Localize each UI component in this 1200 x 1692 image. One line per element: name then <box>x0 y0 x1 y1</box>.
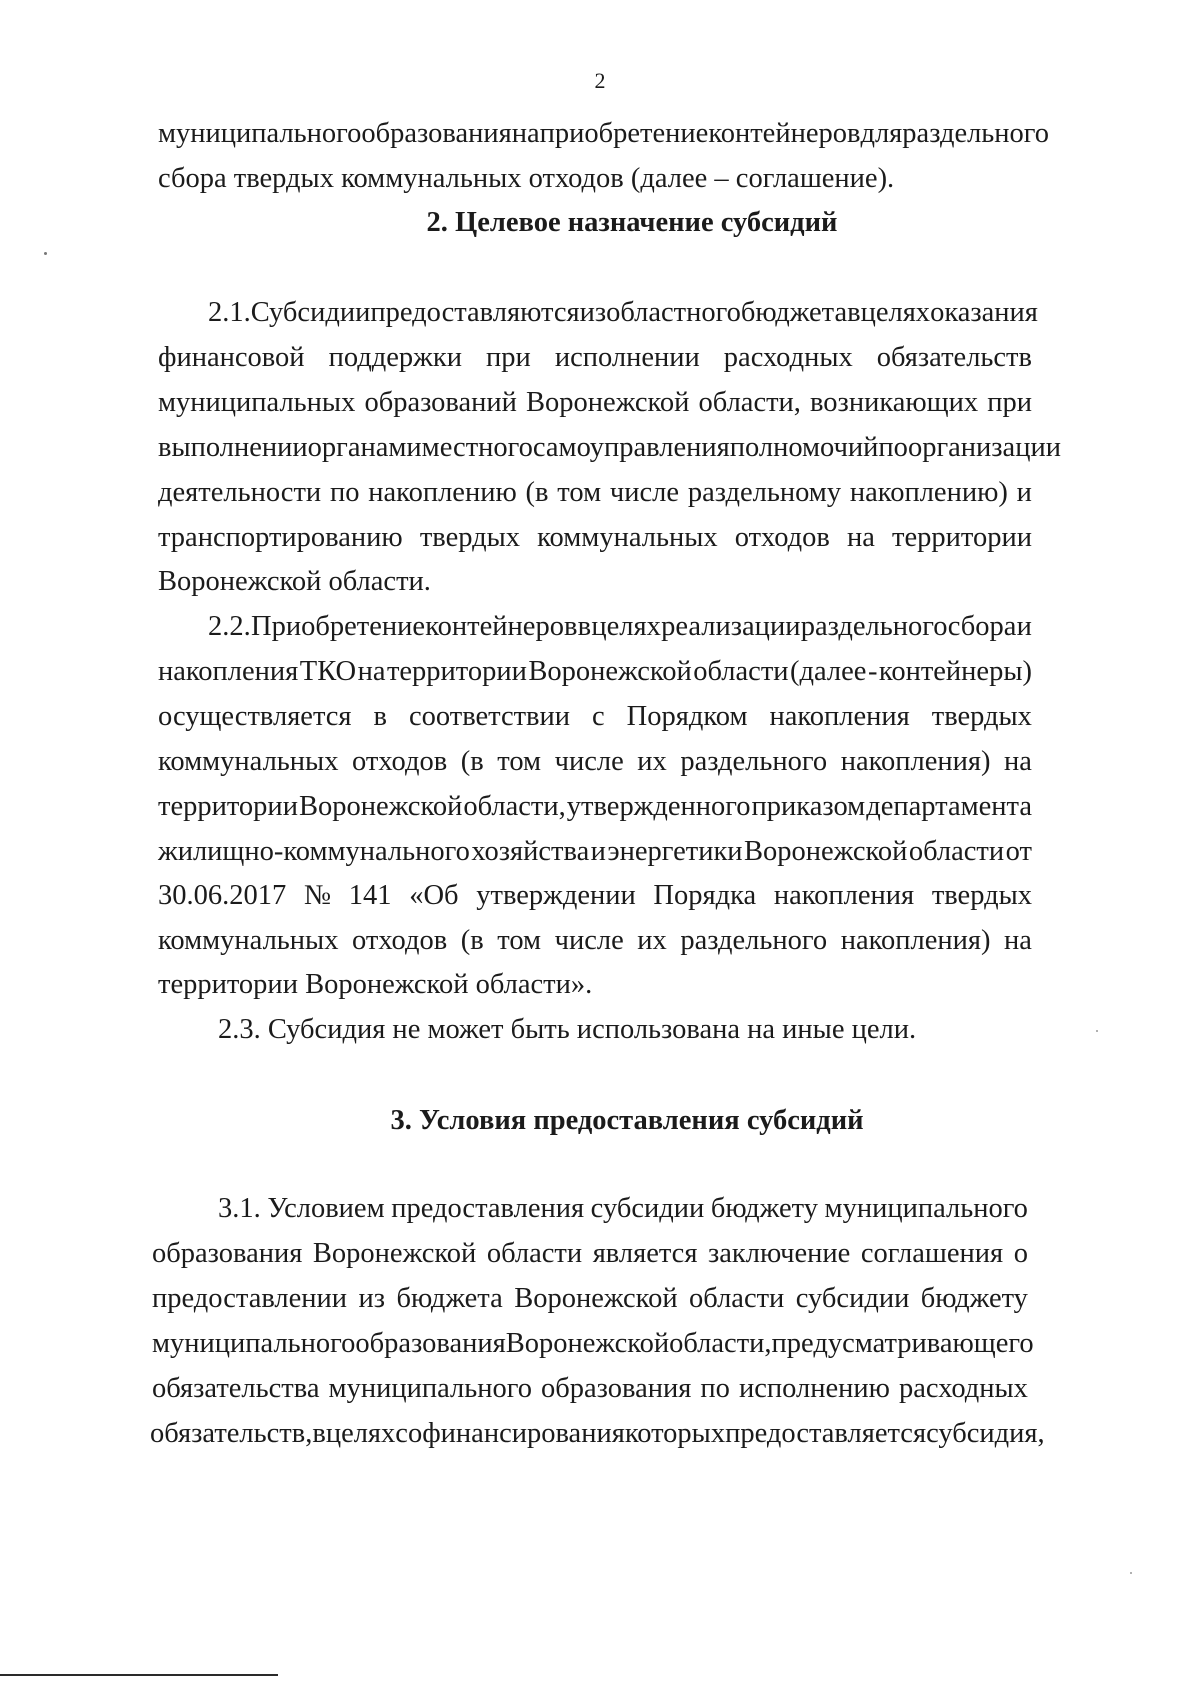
s2-p1-line <box>158 432 1061 463</box>
word: при <box>987 387 1032 418</box>
s2-p2-line <box>158 658 1032 687</box>
word: субсидии <box>795 1283 910 1314</box>
s2-p2-line <box>158 838 1032 867</box>
word: числе <box>609 477 680 508</box>
word: для <box>860 118 903 149</box>
word: поддержки <box>328 342 462 373</box>
scan-mark <box>44 252 47 255</box>
word: приказом <box>751 791 866 822</box>
word: расходных <box>899 1373 1028 1404</box>
word: накопления <box>773 880 915 911</box>
word: обязательств, <box>150 1418 313 1449</box>
word: муниципального <box>158 118 362 149</box>
word: по <box>329 477 360 508</box>
s3-p1-line <box>150 1418 1045 1449</box>
word: с <box>592 701 605 732</box>
word: отходов <box>734 522 830 553</box>
word: исполнении <box>554 342 700 373</box>
word: и <box>1016 477 1032 508</box>
word: расходных <box>723 342 853 373</box>
word: предоставлении <box>152 1283 348 1314</box>
footnote-rule <box>0 1674 278 1676</box>
word: области <box>486 1238 583 1269</box>
s2-p2-last-line: территории Воронежской области». <box>158 969 593 1000</box>
word: и <box>590 836 606 867</box>
word: является <box>592 1238 698 1269</box>
word: муниципального <box>328 1373 532 1404</box>
word: из <box>358 1283 386 1314</box>
word: числе <box>554 746 624 777</box>
word: муниципального <box>152 1328 356 1359</box>
word: накопления <box>769 701 910 732</box>
word: Воронежской <box>526 387 690 418</box>
s2-p1-line <box>158 344 1032 373</box>
word: Условием <box>267 1193 385 1224</box>
word: предусматривающего <box>771 1328 1034 1359</box>
word: органами <box>307 432 422 463</box>
word: полномочий <box>729 432 879 463</box>
word: самоуправления <box>532 432 730 463</box>
word: на <box>511 118 540 149</box>
section-2-heading: 2. Целевое назначение субсидий <box>426 207 838 238</box>
word: образования <box>152 1238 303 1269</box>
word: образования <box>355 1328 506 1359</box>
word: из <box>579 297 607 328</box>
word: области <box>908 836 1005 867</box>
word: территории <box>892 522 1032 553</box>
word: хозяйства <box>471 836 590 867</box>
word: Субсидии <box>250 297 371 328</box>
s3-p1-line <box>152 1240 1028 1269</box>
s3-p1-line <box>152 1375 1028 1404</box>
word: департамента <box>866 791 1032 822</box>
word: ТКО <box>299 656 357 687</box>
s2-p1-last-line: Воронежской области. <box>158 566 431 597</box>
word: твердых <box>931 701 1032 732</box>
word: том <box>497 925 542 956</box>
word: возникающих <box>810 387 979 418</box>
word: целях <box>325 1418 396 1449</box>
word: предоставляются <box>370 297 580 328</box>
word: области, <box>669 1328 772 1359</box>
word: Воронежской <box>744 836 908 867</box>
word: 3.1. <box>218 1193 261 1224</box>
scan-mark <box>1096 1030 1098 1032</box>
word: 30.06.2017 <box>158 880 287 911</box>
s2-p3: 2.3. Субсидия не может быть использована на иные цели. <box>218 1014 917 1045</box>
word: накопления) <box>840 925 991 956</box>
word: местного <box>421 432 533 463</box>
word: бюджету <box>710 1193 818 1224</box>
word: муниципальных <box>158 387 356 418</box>
word: Воронежской <box>312 1238 477 1269</box>
s2-p2-line <box>158 882 1032 911</box>
word: предоставляется <box>725 1418 927 1449</box>
word: области <box>693 656 789 687</box>
s2-p2-line <box>158 927 1032 956</box>
word: энергетики <box>607 836 743 867</box>
word: (в <box>525 477 549 508</box>
word: их <box>637 925 667 956</box>
s2-p2-line <box>208 613 1032 642</box>
word: субсидия, <box>926 1418 1045 1449</box>
word: раздельного <box>902 118 1050 149</box>
s2-p1-line <box>158 524 1032 553</box>
word: «Об <box>409 880 459 911</box>
page-number: 2 <box>594 68 606 93</box>
s2-p2-line <box>158 748 1032 777</box>
word: числе <box>554 925 624 956</box>
word: № <box>303 880 332 911</box>
word: областного <box>606 297 741 328</box>
word: накоплению <box>368 477 517 508</box>
word: Воронежской <box>528 656 692 687</box>
word: реализации <box>661 611 801 642</box>
word: раздельного <box>800 611 948 642</box>
word: при <box>486 342 531 373</box>
word: утвержденного <box>566 791 751 822</box>
word: (в <box>460 746 484 777</box>
word: области, <box>463 791 566 822</box>
s3-p1-line <box>218 1195 1028 1224</box>
word: накопления) <box>840 746 991 777</box>
word: соглашения <box>860 1238 1004 1269</box>
word: бюджета <box>740 297 848 328</box>
scan-mark <box>1130 1572 1132 1574</box>
word: Порядком <box>626 701 748 732</box>
s3-p1-line <box>152 1285 1028 1314</box>
word: на <box>1004 925 1032 956</box>
word: коммунальных <box>158 746 339 777</box>
word: субсидии <box>590 1193 705 1224</box>
word: муниципального <box>824 1193 1028 1224</box>
word: в <box>847 297 861 328</box>
word: предоставления <box>391 1193 585 1224</box>
word: бюджета <box>396 1283 503 1314</box>
word: утверждении <box>476 880 636 911</box>
word: раздельному <box>687 477 842 508</box>
s2-p2-line <box>158 703 1032 732</box>
word: сбора <box>947 611 1017 642</box>
word: накопления <box>158 656 299 687</box>
s2-p1-line <box>158 479 1032 508</box>
word: обязательства <box>152 1373 320 1404</box>
word: 2.1. <box>208 297 251 328</box>
word: образования <box>541 1373 692 1404</box>
word: осуществляется <box>158 701 352 732</box>
word: исполнению <box>739 1373 890 1404</box>
word: финансовой <box>158 342 305 373</box>
word: территории <box>386 656 527 687</box>
word: софинансирования <box>395 1418 625 1449</box>
word: - <box>867 656 878 687</box>
word: оказания <box>930 297 1038 328</box>
word: деятельности <box>158 477 322 508</box>
word: на <box>357 656 386 687</box>
word: транспортированию <box>158 522 403 553</box>
word: области <box>689 1283 785 1314</box>
word: контейнеры) <box>878 656 1032 687</box>
s3-p1-line <box>152 1328 1034 1359</box>
word: в <box>373 701 387 732</box>
word: по <box>700 1373 730 1404</box>
word: целях <box>591 611 661 642</box>
word: 2.2. <box>208 611 251 642</box>
word: (в <box>460 925 484 956</box>
word: твердых <box>931 880 1032 911</box>
word: образования <box>361 118 512 149</box>
word: отходов <box>352 746 448 777</box>
word: Воронежской <box>514 1283 678 1314</box>
word: приобретение <box>539 118 709 149</box>
s2-p1-line <box>158 389 1032 418</box>
word: образований <box>364 387 517 418</box>
word: контейнеров <box>708 118 861 149</box>
word: Воронежской <box>298 791 463 822</box>
word: области, <box>698 387 801 418</box>
word: территории <box>158 791 298 822</box>
word: на <box>846 522 875 553</box>
word: от <box>1005 836 1032 867</box>
word: о <box>1013 1238 1028 1269</box>
word: 141 <box>348 880 392 911</box>
word: коммунальных <box>158 925 339 956</box>
word: по <box>878 432 908 463</box>
s2-p2-line <box>158 793 1032 822</box>
word: жилищно-коммунального <box>158 836 470 867</box>
word: бюджету <box>920 1283 1028 1314</box>
word: соответствии <box>408 701 571 732</box>
word: раздельного <box>680 746 828 777</box>
intro-line-2: сбора твердых коммунальных отходов (далее – соглашение). <box>158 163 895 194</box>
word: коммунальных <box>537 522 718 553</box>
word: том <box>497 746 542 777</box>
word: том <box>557 477 602 508</box>
word: (далее <box>790 656 867 687</box>
word: накоплению) <box>849 477 1008 508</box>
s2-p1-line <box>208 297 1038 328</box>
word: в <box>577 611 592 642</box>
word: их <box>637 746 667 777</box>
word: твердых <box>419 522 521 553</box>
word: в <box>312 1418 326 1449</box>
word: заключение <box>708 1238 851 1269</box>
intro-line-1 <box>158 118 1050 149</box>
word: контейнеров <box>425 611 578 642</box>
word: организации <box>907 432 1061 463</box>
word: Порядка <box>653 880 757 911</box>
word: отходов <box>352 925 448 956</box>
section-3-heading: 3. Условия предоставления субсидий <box>390 1105 864 1136</box>
word: на <box>1004 746 1032 777</box>
word: целях <box>860 297 931 328</box>
word: и <box>1016 611 1032 642</box>
word: которых <box>624 1418 726 1449</box>
word: Приобретение <box>251 611 426 642</box>
word: обязательств <box>876 342 1032 373</box>
word: Воронежской <box>505 1328 670 1359</box>
word: выполнении <box>158 432 308 463</box>
word: раздельного <box>680 925 828 956</box>
